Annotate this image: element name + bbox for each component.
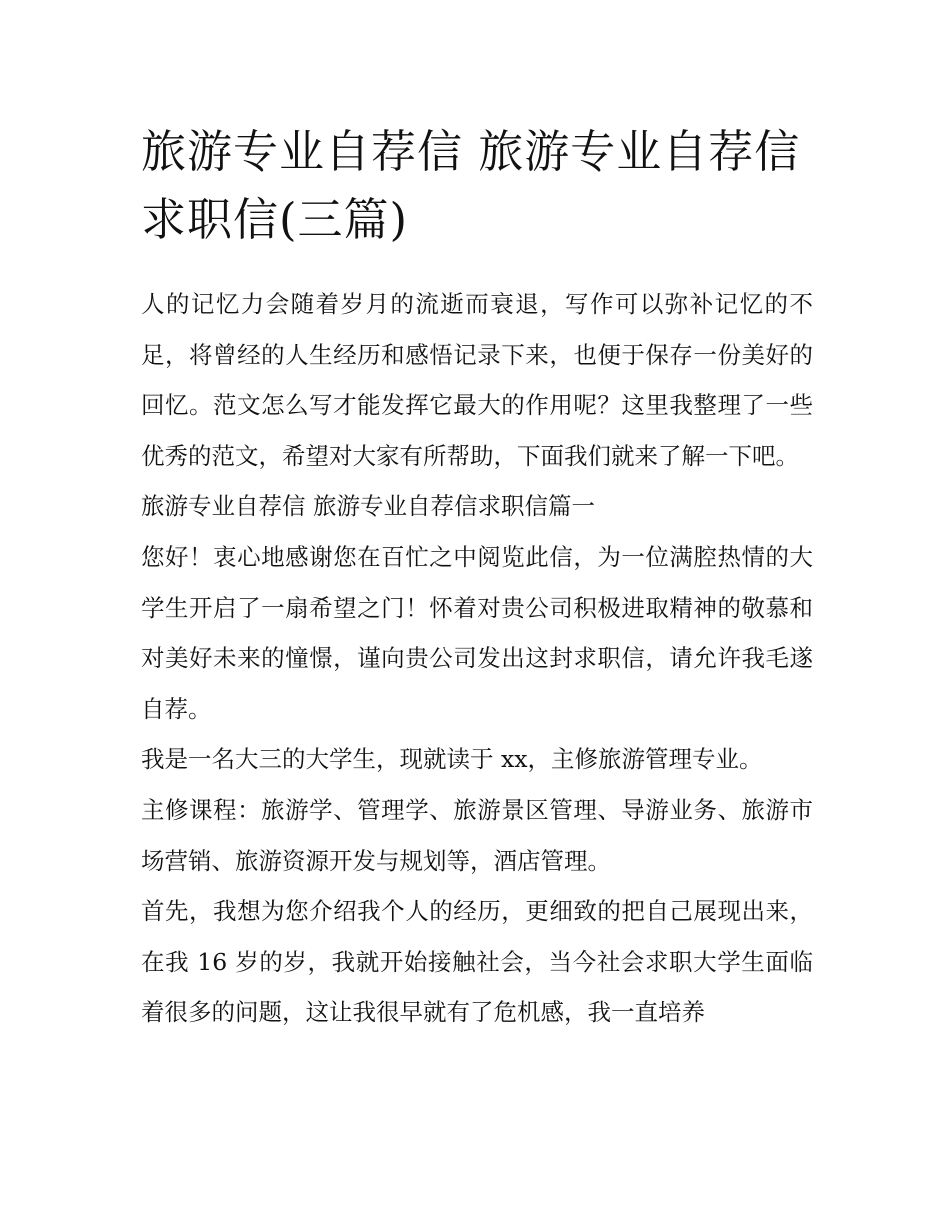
courses-paragraph: 主修课程：旅游学、管理学、旅游景区管理、导游业务、旅游市场营销、旅游资源开发与规划等，酒店管理。 xyxy=(141,795,813,875)
document-content xyxy=(141,118,813,1038)
experience-paragraph: 首先，我想为您介绍我个人的经历，更细致的把自己展现出来，在我 16 岁的岁，我就开始接触社会，当今社会求职大学生面临着很多的问题，这让我很早就有了危机感，我一直培养 xyxy=(141,897,813,1027)
greeting-paragraph: 您好！衷心地感谢您在百忙之中阅览此信，为一位满腔热情的大学生开启了一扇希望之门！怀着对贵公司积极进取精神的敬慕和对美好未来的憧憬，谨向贵公司发出这封求职信，请允许我毛遂自荐。 xyxy=(141,542,813,723)
section-heading: 旅游专业自荐信 旅游专业自荐信求职信篇一 xyxy=(141,492,595,521)
student-intro-paragraph: 我是一名大三的大学生，现就读于 xx，主修旅游管理专业。 xyxy=(141,745,763,774)
intro-paragraph: 人的记忆力会随着岁月的流逝而衰退，写作可以弥补记忆的不足，将曾经的人生经历和感悟记录下来，也便于保存一份美好的回忆。范文怎么写才能发挥它最大的作用呢？这里我整理了一些优秀的范文，希望对大家有所帮助，下面我们就来了解一下吧。 xyxy=(141,290,813,470)
document-title: 旅游专业自荐信 旅游专业自荐信求职信(三篇) xyxy=(141,125,801,246)
